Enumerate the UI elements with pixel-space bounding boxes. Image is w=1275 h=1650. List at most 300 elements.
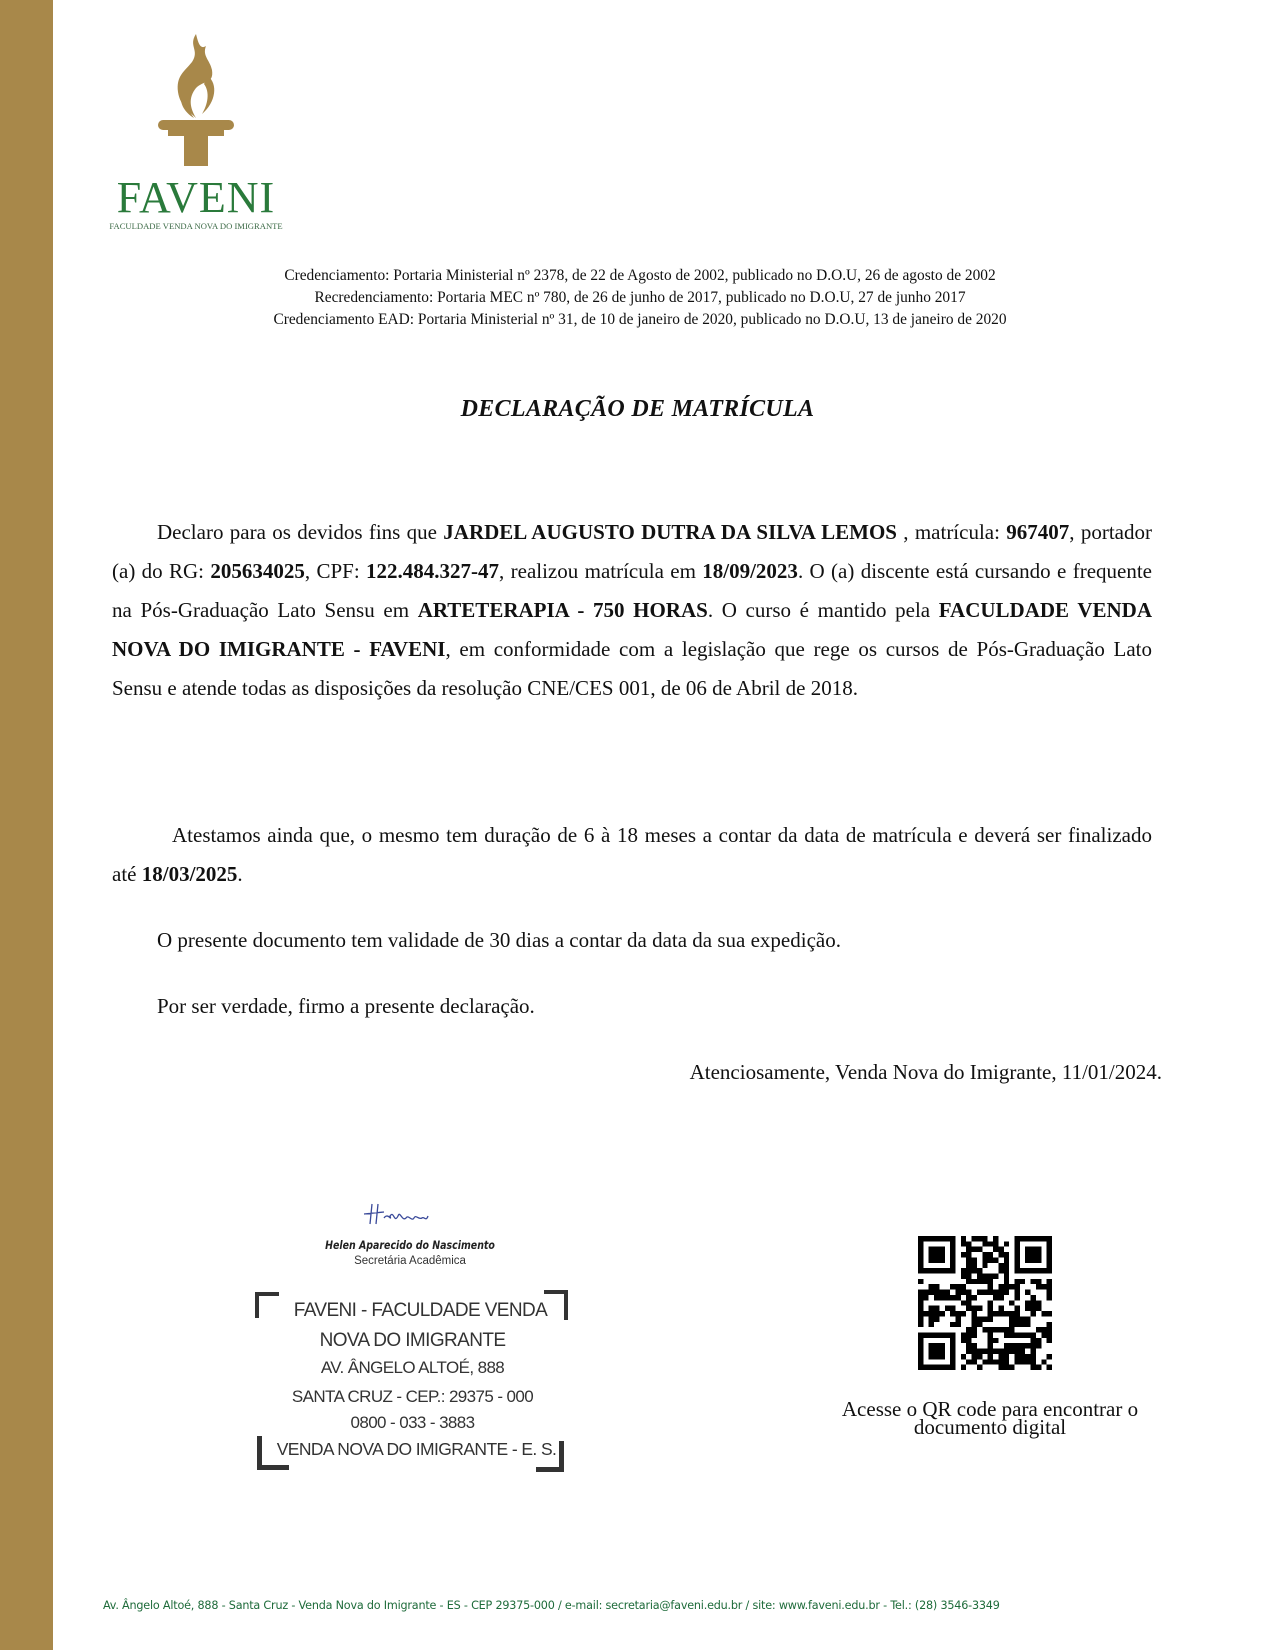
qr-module [1014, 1284, 1019, 1289]
qr-module [1014, 1349, 1019, 1354]
qr-module [1004, 1359, 1009, 1364]
qr-module [966, 1359, 971, 1364]
stamp-line: FAVENI - FACULDADE VENDA [293, 1300, 548, 1321]
qr-module [982, 1257, 987, 1262]
qr-module [982, 1279, 987, 1284]
qr-module [988, 1332, 993, 1337]
qr-module [998, 1306, 1003, 1311]
qr-module [950, 1295, 955, 1300]
qr-module [934, 1306, 939, 1311]
qr-module [982, 1359, 987, 1364]
institution-stamp [255, 1286, 570, 1481]
qr-module [923, 1311, 928, 1316]
qr-module [956, 1316, 961, 1321]
qr-module [956, 1311, 961, 1316]
qr-module [1004, 1327, 1009, 1332]
qr-module [1020, 1322, 1025, 1327]
qr-module [972, 1311, 977, 1316]
qr-module [972, 1306, 977, 1311]
qr-module [1025, 1306, 1030, 1311]
qr-module [1014, 1343, 1019, 1348]
qr-module [956, 1290, 961, 1295]
qr-module [1014, 1354, 1019, 1359]
stamp-line: 0800 - 033 - 3883 [350, 1413, 475, 1432]
qr-module [918, 1306, 923, 1311]
qr-module [993, 1295, 998, 1300]
qr-module [1041, 1284, 1046, 1289]
qr-module [972, 1349, 977, 1354]
closing-line: Atenciosamente, Venda Nova do Imigrante, 11/01/2024. [689, 1060, 1162, 1084]
qr-module [998, 1349, 1003, 1354]
qr-module [972, 1268, 977, 1273]
qr-module [998, 1295, 1003, 1300]
qr-module [988, 1284, 993, 1289]
stamp-line: VENDA NOVA DO IMIGRANTE - E. S. [276, 1439, 557, 1459]
qr-module [993, 1247, 998, 1252]
qr-module [918, 1279, 923, 1284]
qr-module [998, 1268, 1003, 1273]
qr-module [934, 1311, 939, 1316]
qr-module [1004, 1263, 1009, 1268]
qr-module [1020, 1349, 1025, 1354]
qr-module [1031, 1338, 1036, 1343]
qr-module [988, 1274, 993, 1279]
qr-module [982, 1274, 987, 1279]
handwritten-signature-icon [360, 1200, 440, 1230]
qr-module [1014, 1306, 1019, 1311]
qr-module [966, 1332, 971, 1337]
validity-paragraph: O presente documento tem validade de 30 dias a contar da data da sua expedição. [157, 928, 841, 952]
qr-module [961, 1284, 966, 1289]
qr-module [1014, 1332, 1019, 1337]
qr-module [982, 1236, 987, 1241]
qr-module [1020, 1332, 1025, 1337]
torch-icon [148, 32, 244, 172]
qr-module [977, 1349, 982, 1354]
qr-module [1047, 1284, 1052, 1289]
qr-module [972, 1322, 977, 1327]
qr-module [966, 1279, 971, 1284]
qr-module [972, 1247, 977, 1252]
qr-module [972, 1257, 977, 1262]
qr-module [966, 1268, 971, 1273]
qr-module [1004, 1284, 1009, 1289]
qr-module [1025, 1316, 1030, 1321]
qr-module [929, 1284, 934, 1289]
qr-module [929, 1290, 934, 1295]
qr-module [1047, 1290, 1052, 1295]
qr-module [1004, 1274, 1009, 1279]
qr-module [972, 1279, 977, 1284]
qr-module [1004, 1252, 1009, 1257]
qr-module [993, 1241, 998, 1246]
qr-module [1009, 1332, 1014, 1337]
qr-module [966, 1263, 971, 1268]
qr-module [982, 1252, 987, 1257]
qr-module [1041, 1327, 1046, 1332]
qr-module [1031, 1354, 1036, 1359]
qr-module [918, 1322, 923, 1327]
qr-module [961, 1252, 966, 1257]
qr-module [998, 1354, 1003, 1359]
qr-module [1031, 1343, 1036, 1348]
student-name: JARDEL AUGUSTO DUTRA DA SILVA LEMOS [443, 520, 897, 544]
qr-module [929, 1316, 934, 1321]
qr-module [993, 1359, 998, 1364]
qr-module [977, 1279, 982, 1284]
qr-module [1009, 1327, 1014, 1332]
qr-module [961, 1268, 966, 1273]
qr-module [998, 1365, 1003, 1370]
text: , portador (a) do RG: [112, 520, 1152, 583]
qr-module [972, 1327, 977, 1332]
qr-module [982, 1241, 987, 1246]
qr-module [988, 1316, 993, 1321]
qr-module [961, 1290, 966, 1295]
qr-module [950, 1311, 955, 1316]
qr-module [1036, 1338, 1041, 1343]
qr-module [1047, 1332, 1052, 1337]
qr-module [966, 1343, 971, 1348]
logo-wordmark: FAVENI [116, 173, 276, 222]
qr-module [1009, 1349, 1014, 1354]
qr-caption [790, 1397, 1190, 1439]
qr-module [993, 1290, 998, 1295]
stamp-line: NOVA DO IMIGRANTE [319, 1330, 506, 1351]
qr-module [993, 1338, 998, 1343]
qr-module [1014, 1322, 1019, 1327]
qr-module [972, 1343, 977, 1348]
qr-module [1036, 1365, 1041, 1370]
qr-module [1009, 1300, 1014, 1305]
qr-module [966, 1257, 971, 1262]
qr-module [966, 1252, 971, 1257]
qr-module [982, 1349, 987, 1354]
qr-module [961, 1236, 966, 1241]
qr-module [1025, 1343, 1030, 1348]
signatory-name: Helen Aparecido do Nascimento [325, 1238, 495, 1252]
qr-module [1031, 1279, 1036, 1284]
signatory-role: Secretária Acadêmica [354, 1255, 466, 1267]
qr-module [945, 1306, 950, 1311]
qr-module [1025, 1322, 1030, 1327]
qr-module [998, 1263, 1003, 1268]
qr-module [988, 1290, 993, 1295]
qr-module [1025, 1300, 1030, 1305]
text: . O curso é mantido pela [707, 598, 939, 622]
qr-module [923, 1290, 928, 1295]
qr-module [988, 1300, 993, 1305]
qr-module [977, 1322, 982, 1327]
qr-module [929, 1247, 945, 1263]
qr-module [956, 1284, 961, 1289]
qr-caption-line: Acesse o QR code para encontrar o [841, 1397, 1139, 1421]
qr-module [988, 1252, 993, 1257]
qr-module [998, 1247, 1003, 1252]
qr-module [918, 1316, 923, 1321]
qr-module [934, 1290, 939, 1295]
qr-module [1031, 1311, 1036, 1316]
duration-paragraph [112, 816, 1152, 894]
qr-module [972, 1295, 977, 1300]
qr-module [918, 1295, 923, 1300]
qr-module [929, 1311, 934, 1316]
qr-module [1036, 1279, 1041, 1284]
text: . [237, 862, 243, 886]
qr-module [977, 1354, 982, 1359]
qr-module [1014, 1316, 1019, 1321]
qr-module [1014, 1279, 1019, 1284]
accreditation-line: Credenciamento EAD: Portaria Ministerial nº 31, de 10 de janeiro de 2020, publicado no D.O.U, 13 de janeiro de 2020 [273, 311, 1007, 328]
qr-module [1009, 1316, 1014, 1321]
enrollment-date: 18/09/2023 [702, 559, 798, 583]
qr-module [918, 1311, 923, 1316]
qr-module [1047, 1295, 1052, 1300]
qr-module [961, 1274, 966, 1279]
qr-module [982, 1316, 987, 1321]
qr-module [977, 1316, 982, 1321]
qr-module [998, 1284, 1003, 1289]
accreditation-line: Credenciamento: Portaria Ministerial nº 2378, de 22 de Agosto de 2002, publicado no D.O.U, 26 de agosto de 2002 [284, 267, 996, 284]
qr-module [956, 1295, 961, 1300]
stamp-line: AV. ÂNGELO ALTOÉ, 888 [320, 1358, 505, 1377]
qr-module [1036, 1306, 1041, 1311]
qr-module [934, 1284, 939, 1289]
qr-module [1020, 1354, 1025, 1359]
side-color-bar [0, 0, 53, 1650]
qr-module [961, 1311, 966, 1316]
qr-module [988, 1241, 993, 1246]
qr-module [929, 1322, 934, 1327]
qr-module [982, 1263, 987, 1268]
qr-module [1036, 1343, 1041, 1348]
qr-module [945, 1290, 950, 1295]
qr-module [993, 1257, 998, 1262]
qr-module [1047, 1338, 1052, 1343]
qr-module [1031, 1349, 1036, 1354]
qr-module [1004, 1279, 1009, 1284]
qr-module [918, 1300, 923, 1305]
end-date: 18/03/2025 [141, 862, 238, 886]
qr-module [961, 1354, 966, 1359]
text: . O (a) discente está cursando e frequente na Pós-Graduação Lato Sensu em [112, 559, 1152, 622]
qr-module [1036, 1284, 1041, 1289]
qr-module [939, 1290, 944, 1295]
qr-caption-line: documento digital [913, 1415, 1067, 1439]
matricula-number: 967407 [1006, 520, 1070, 544]
qr-module [988, 1311, 993, 1316]
qr-module [988, 1257, 993, 1262]
qr-module [950, 1306, 955, 1311]
qr-module [966, 1300, 971, 1305]
qr-module [988, 1349, 993, 1354]
qr-module [918, 1290, 923, 1295]
qr-module [982, 1290, 987, 1295]
qr-module [1004, 1311, 1009, 1316]
qr-module [988, 1338, 993, 1343]
qr-module [998, 1327, 1003, 1332]
qr-module [988, 1279, 993, 1284]
logo-subtitle: FACULDADE VENDA NOVA DO IMIGRANTE [109, 221, 283, 231]
qr-module [929, 1306, 934, 1311]
declaration-paragraph [112, 513, 1152, 708]
qr-module [988, 1359, 993, 1364]
qr-module [966, 1295, 971, 1300]
qr-module [977, 1290, 982, 1295]
qr-module [1031, 1365, 1036, 1370]
qr-module [972, 1354, 977, 1359]
qr-module [1025, 1290, 1030, 1295]
qr-module [939, 1311, 944, 1316]
qr-module [1020, 1316, 1025, 1321]
qr-module [988, 1343, 993, 1348]
qr-module [1041, 1359, 1046, 1364]
qr-module [945, 1295, 950, 1300]
qr-module [966, 1338, 971, 1343]
document-title: DECLARAÇÃO DE MATRÍCULA [460, 396, 815, 422]
qr-module [1031, 1359, 1036, 1364]
qr-module [1031, 1306, 1036, 1311]
qr-module [1031, 1295, 1036, 1300]
qr-module [1004, 1290, 1009, 1295]
qr-module [929, 1343, 945, 1359]
qr-module [1025, 1247, 1041, 1263]
faveni-logo [96, 32, 296, 232]
qr-module [977, 1365, 982, 1370]
qr-module [923, 1295, 928, 1300]
qr-module [966, 1327, 971, 1332]
accreditation-header [60, 265, 1220, 331]
qr-module [1009, 1284, 1014, 1289]
institution-name: FACULDADE VENDA NOVA DO IMIGRANTE - FAVENI [112, 598, 1153, 661]
qr-module [1041, 1311, 1046, 1316]
qr-module [1004, 1365, 1009, 1370]
qr-module [1025, 1332, 1030, 1337]
qr-module [993, 1349, 998, 1354]
qr-module [972, 1236, 977, 1241]
qr-module [982, 1327, 987, 1332]
text: , matrícula: [896, 520, 1007, 544]
qr-module [1025, 1354, 1030, 1359]
qr-module [961, 1300, 966, 1305]
qr-module [1004, 1343, 1009, 1348]
truth-statement: Por ser verdade, firmo a presente declaração. [157, 994, 535, 1018]
stamp-corner [257, 1465, 289, 1470]
qr-module [998, 1290, 1003, 1295]
qr-module [1009, 1365, 1014, 1370]
qr-module [1020, 1343, 1025, 1348]
qr-module [1020, 1359, 1025, 1364]
stamp-line: SANTA CRUZ - CEP.: 29375 - 000 [291, 1387, 534, 1406]
text: Atestamos ainda que, o mesmo tem duração de 6 à 18 meses a contar da data de matrícula e deverá ser finalizado até [112, 823, 1152, 886]
qr-module [1004, 1241, 1009, 1246]
qr-module [1020, 1279, 1025, 1284]
qr-module [1041, 1332, 1046, 1337]
qr-module [977, 1236, 982, 1241]
qr-module [950, 1284, 955, 1289]
qr-module [1009, 1343, 1014, 1348]
qr-module [1014, 1311, 1019, 1316]
qr-code-icon[interactable] [918, 1236, 1052, 1370]
qr-module [1004, 1354, 1009, 1359]
qr-module [993, 1236, 998, 1241]
qr-module [961, 1332, 966, 1337]
qr-module [1047, 1327, 1052, 1332]
qr-module [977, 1268, 982, 1273]
qr-module [934, 1316, 939, 1321]
stamp-corner [255, 1292, 259, 1318]
qr-module [972, 1316, 977, 1321]
qr-module [961, 1241, 966, 1246]
qr-module [1014, 1290, 1019, 1295]
qr-module [966, 1247, 971, 1252]
qr-module [934, 1295, 939, 1300]
qr-module [966, 1306, 971, 1311]
qr-module [939, 1295, 944, 1300]
cpf-number: 122.484.327-47 [366, 559, 500, 583]
qr-module [956, 1322, 961, 1327]
qr-module [1009, 1311, 1014, 1316]
qr-module [972, 1359, 977, 1364]
qr-module [1014, 1295, 1019, 1300]
course-name: ARTETERAPIA - 750 HORAS [417, 598, 708, 622]
qr-module [1031, 1300, 1036, 1305]
qr-module [998, 1359, 1003, 1364]
qr-module [972, 1263, 977, 1268]
text: , em conformidade com a legislação que rege os cursos de Pós-Graduação Lato Sensu e atende todas as disposições da resolução CNE/CES 001, de 06 de Abril de 2018. [112, 637, 1152, 700]
rg-number: 205634025 [210, 559, 305, 583]
qr-module [993, 1311, 998, 1316]
qr-module [961, 1365, 966, 1370]
qr-module [950, 1322, 955, 1327]
qr-module [966, 1290, 971, 1295]
qr-module [1036, 1300, 1041, 1305]
qr-module [961, 1338, 966, 1343]
qr-module [1014, 1359, 1019, 1364]
qr-module [1047, 1311, 1052, 1316]
qr-module [993, 1274, 998, 1279]
qr-module [977, 1247, 982, 1252]
qr-module [1047, 1279, 1052, 1284]
accreditation-line: Recredenciamento: Portaria MEC nº 780, de 26 de junho de 2017, publicado no D.O.U, 27 de junho 2017 [314, 289, 966, 306]
qr-module [1036, 1327, 1041, 1332]
qr-module [966, 1241, 971, 1246]
qr-module [1004, 1257, 1009, 1262]
qr-module [1004, 1268, 1009, 1273]
qr-module [1031, 1332, 1036, 1337]
qr-module [998, 1311, 1003, 1316]
qr-module [1004, 1349, 1009, 1354]
qr-module [966, 1274, 971, 1279]
qr-module [1047, 1365, 1052, 1370]
footer-contact: Av. Ângelo Altoé, 888 - Santa Cruz - Venda Nova do Imigrante - ES - CEP 29375-000 / e-mail: secretaria@faveni.edu.br / site: www.faveni.edu.br - Tel.: (28) 3546-3349 [103, 1599, 1000, 1612]
qr-module [988, 1306, 993, 1311]
qr-module [1047, 1322, 1052, 1327]
qr-module [966, 1349, 971, 1354]
qr-module [988, 1354, 993, 1359]
qr-module [972, 1332, 977, 1337]
text: , realizou matrícula em [499, 559, 703, 583]
qr-module [1004, 1332, 1009, 1337]
stamp-corner [536, 1467, 564, 1472]
text: Declaro para os devidos fins que [157, 520, 444, 544]
qr-module [977, 1306, 982, 1311]
qr-module [1025, 1359, 1030, 1364]
qr-module [1047, 1354, 1052, 1359]
text: , CPF: [304, 559, 367, 583]
qr-module [998, 1252, 1003, 1257]
qr-module [977, 1274, 982, 1279]
